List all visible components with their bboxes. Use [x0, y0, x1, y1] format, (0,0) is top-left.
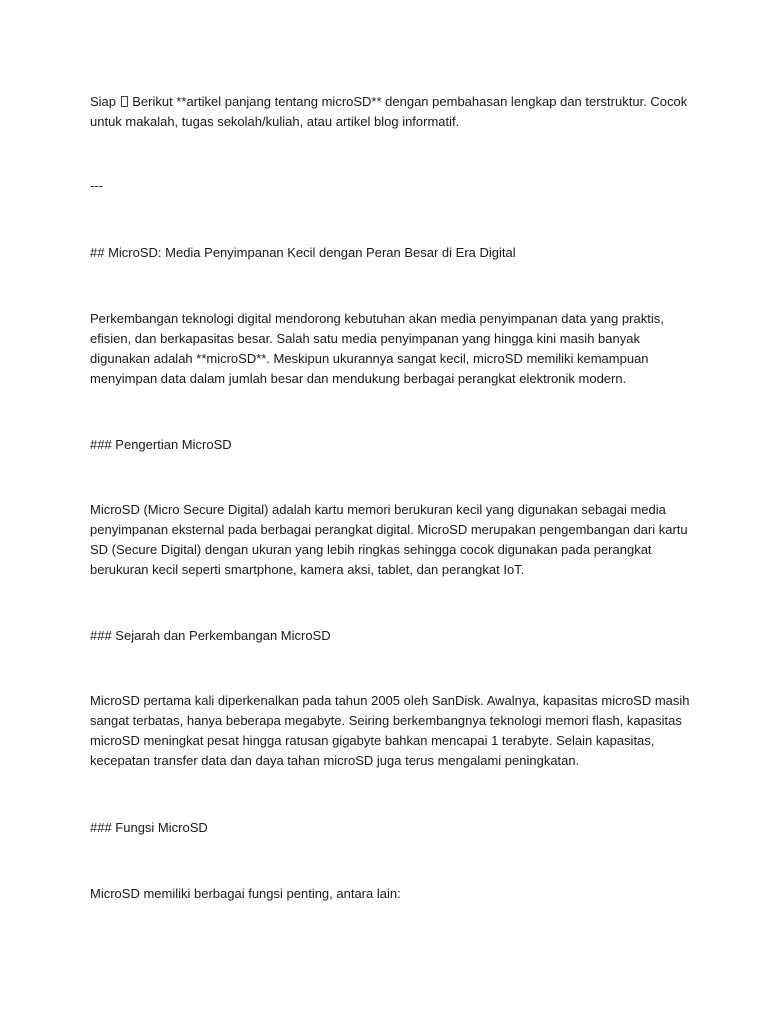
intro-text-start: Siap	[90, 94, 120, 109]
paragraph-fungsi: MicroSD memiliki berbagai fungsi penting, antara lain:	[90, 886, 401, 901]
paragraph-pengertian: MicroSD (Micro Secure Digital) adalah kartu memori berukuran kecil yang digunakan sebagai media penyimpanan eksternal pada berbagai perangkat digital. MicroSD merupakan pengembangan dari kartu SD (Secure Digital) dengan ukuran yang lebih ringkas sehingga cocok digunakan pada perangkat berukuran kecil seperti smartphone, kamera aksi, tablet, dan perangkat IoT.	[90, 502, 688, 577]
heading-pengertian: ### Pengertian MicroSD	[90, 437, 232, 452]
document-title: ## MicroSD: Media Penyimpanan Kecil dengan Peran Besar di Era Digital	[90, 245, 516, 260]
paragraph-sejarah: MicroSD pertama kali diperkenalkan pada tahun 2005 oleh SanDisk. Awalnya, kapasitas microSD masih sangat terbatas, hanya beberapa megabyte. Seiring berkembangnya teknologi memori flash, kapasitas microSD meningkat pesat hingga ratusan gigabyte bahkan mencapai 1 terabyte. Selain kapasitas, kecepatan transfer data dan daya tahan microSD juga terus mengalami peningkatan.	[90, 693, 690, 768]
separator-line: ---	[90, 178, 103, 193]
heading-fungsi: ### Fungsi MicroSD	[90, 820, 208, 835]
missing-glyph-icon	[121, 96, 128, 107]
intro-paragraph	[90, 92, 690, 132]
intro-text-rest: Berikut **artikel panjang tentang microSD** dengan pembahasan lengkap dan terstruktur. Cocok untuk makalah, tugas sekolah/kuliah, atau artikel blog informatif.	[90, 94, 688, 129]
intro-body-paragraph: Perkembangan teknologi digital mendorong kebutuhan akan media penyimpanan data yang praktis, efisien, dan berkapasitas besar. Salah satu media penyimpanan yang hingga kini masih banyak digunakan adalah **microSD**. Meskipun ukurannya sangat kecil, microSD memiliki kemampuan menyimpan data dalam jumlah besar dan mendukung berbagai perangkat elektronik modern.	[90, 311, 664, 386]
heading-sejarah: ### Sejarah dan Perkembangan MicroSD	[90, 628, 331, 643]
